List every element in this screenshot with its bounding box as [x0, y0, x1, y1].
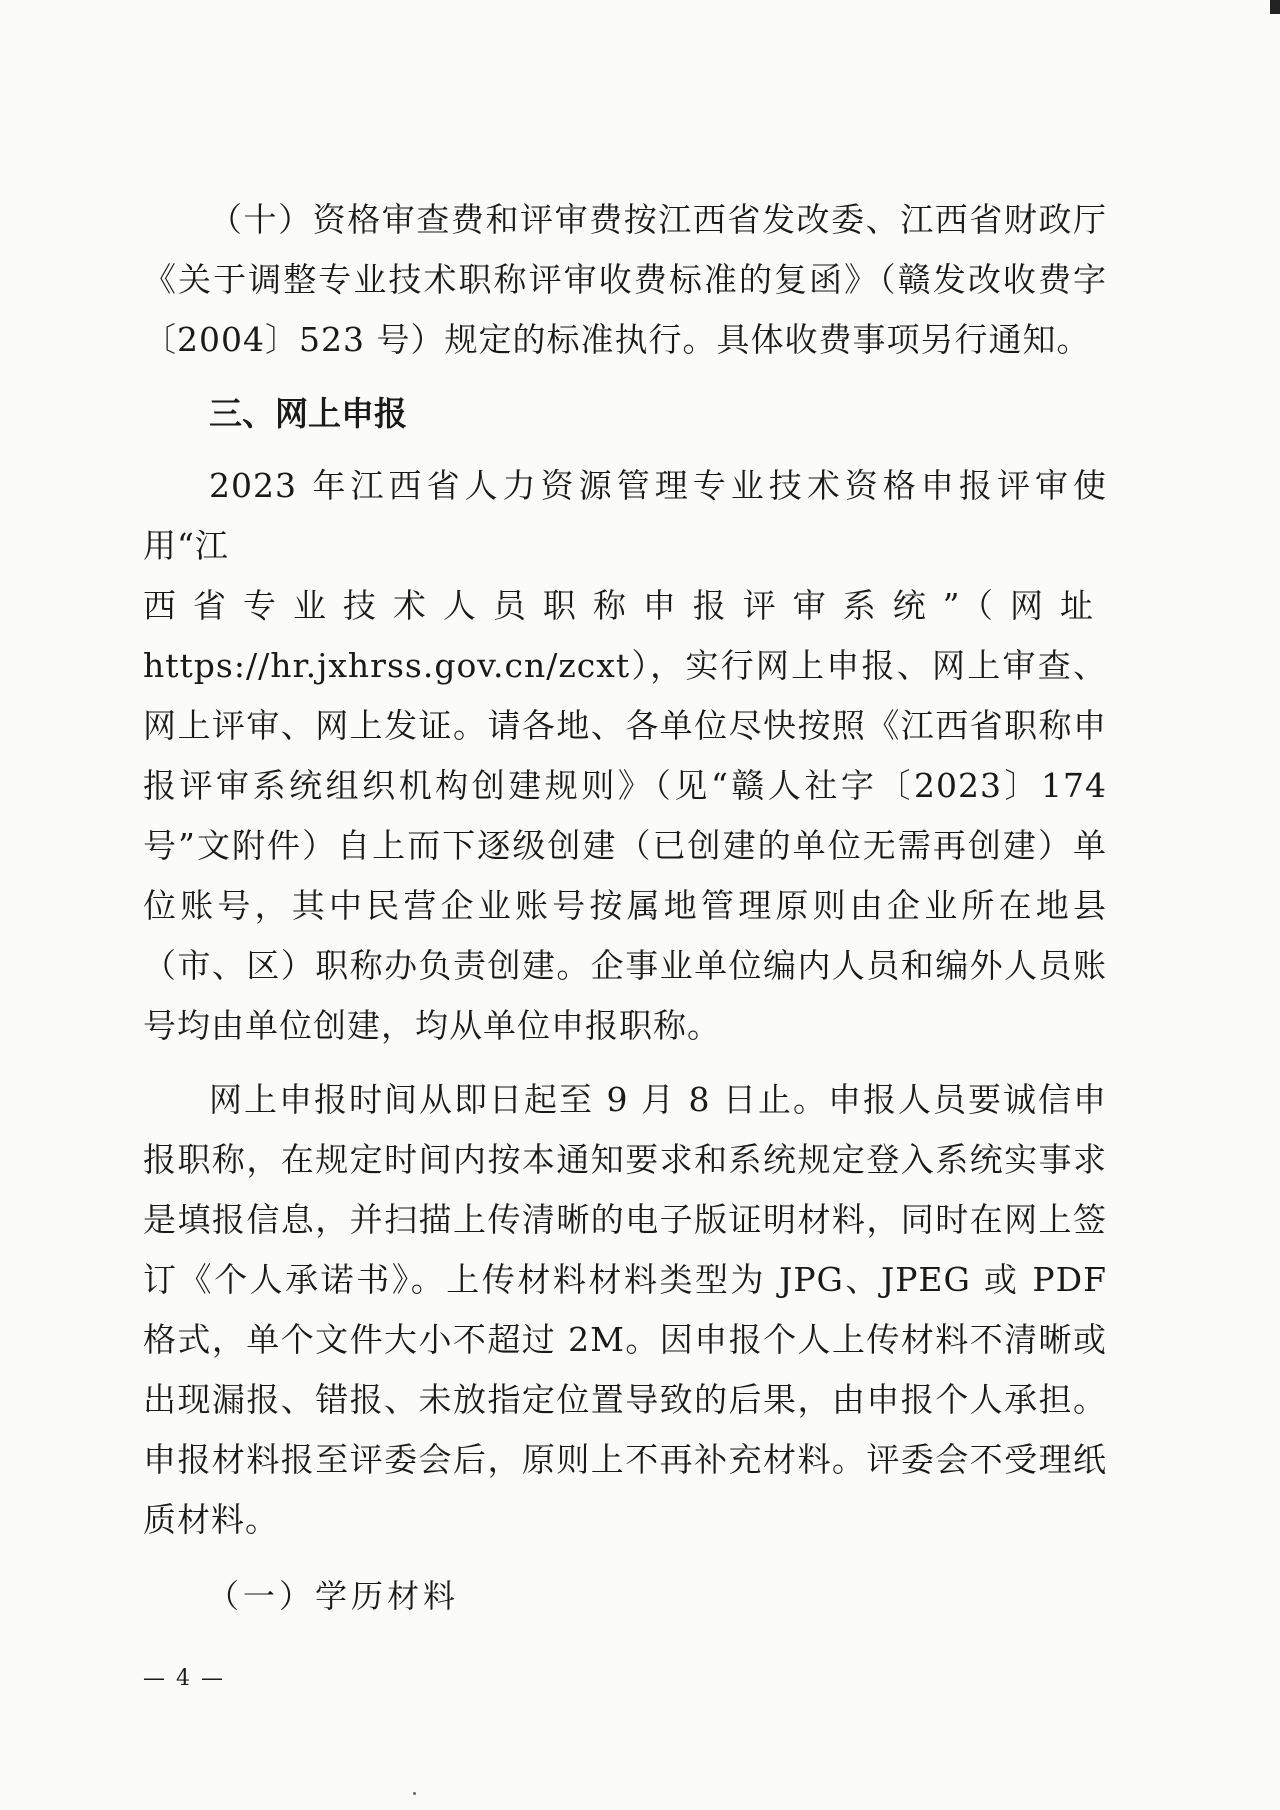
paragraph-system-line-2: 西省专业技术人员职称申报评审系统”（网址 [143, 586, 1107, 625]
subheading-education-materials: （一）学历材料 [207, 1577, 460, 1615]
paragraph-application-time: 网上申报时间从即日起至 9 月 8 日止。申报人员要诚信申报职称，在规定时间内按本通知要求和系统规定登入系统实事求是填报信息，并扫描上传清晰的电子版证明材料，同时在网上签订《个人承诺书》。上传材料材料类型为 JPG、JPEG 或 PDF 格式，单个文件大小不超过 2M。因申报个人上传材料不清晰或出现漏报、错报、未放指定位置导致的后果，由申报个人承担。申报材料报至评委会后，原则上不再补充材料。评委会不受理纸质材料。 [143, 1080, 1107, 1539]
paragraph-fees: （十）资格审查费和评审费按江西省发改委、江西省财政厅《关于调整专业技术职称评审收费标准的复函》（赣发改收费字〔2004〕523 号）规定的标准执行。具体收费事项另行通知。 [143, 200, 1107, 359]
section-heading-online-application: 三、网上申报 [209, 394, 407, 433]
paragraph-system-body: https://hr.jxhrss.gov.cn/zcxt），实行网上申报、网上审查、网上评审、网上发证。请各地、各单位尽快按照《江西省职称申报评审系统组织机构创建规则》（见“赣人社字〔2023〕174 号”文附件）自上而下逐级创建（已创建的单位无需再创建）单位账号，其中民营企业账号按属地管理原则由企业所在地县（市、区）职称办负责创建。企事业单位编内人员和编外人员账号均由单位创建，均从单位申报职称。 [143, 646, 1107, 1045]
document-body [143, 190, 1107, 1626]
scan-corner-mark [1270, 0, 1280, 14]
paragraph-system-line-1: 2023 年江西省人力资源管理专业技术资格申报评审使用“江 [143, 466, 1107, 565]
scan-speck [413, 1792, 416, 1795]
page-number: — 4 — [143, 1666, 225, 1691]
